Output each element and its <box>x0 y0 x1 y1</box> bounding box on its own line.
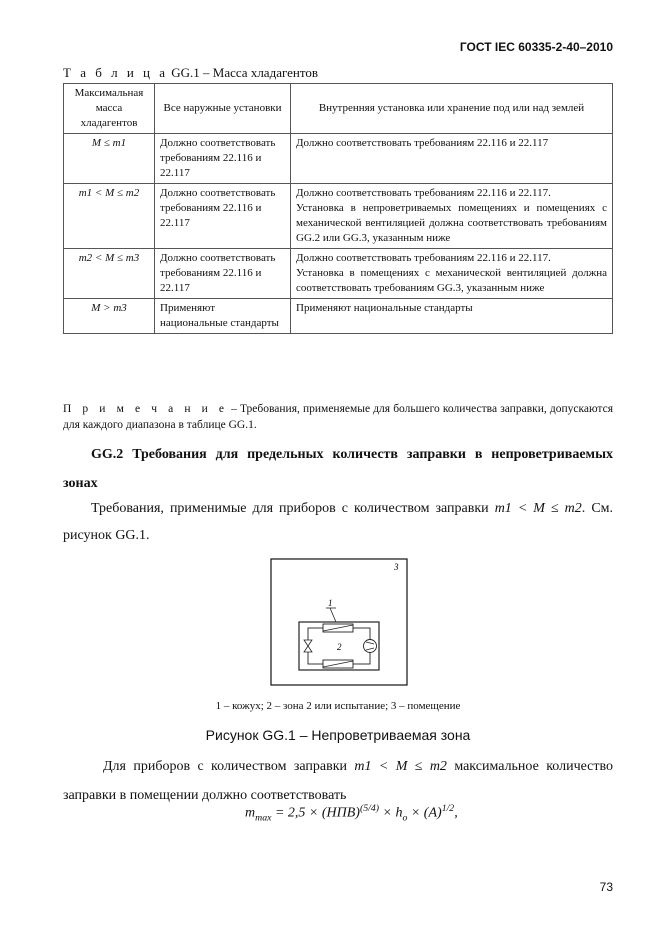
paragraph-2-suffix: максимальное количество заправки в помещении должно соответствовать <box>63 759 614 803</box>
table-row <box>64 299 613 334</box>
table-row <box>64 249 613 299</box>
table-row <box>64 184 613 249</box>
paragraph-1-ref: . См. рисунок GG.1. <box>63 501 614 543</box>
table-caption <box>63 65 318 81</box>
paragraph-1 <box>63 495 613 549</box>
range-cell: m2 < M ≤ m3 <box>64 249 155 299</box>
formula <box>245 803 458 823</box>
table-caption-prefix: Т а б л и ц а <box>63 65 168 80</box>
section-heading <box>63 440 613 498</box>
table-note <box>63 401 613 433</box>
range-cell: M ≤ m1 <box>64 134 155 184</box>
formula-eq: = 2,5 × (НПВ) <box>271 805 360 821</box>
figure-title: Рисунок GG.1 – Непроветриваемая зона <box>205 727 471 743</box>
section-title: Требования для предельных количеств заправки в непроветриваемых зонах <box>63 447 614 491</box>
section-number: GG.2 <box>91 447 124 462</box>
indoor-cell <box>291 299 613 334</box>
note-text: – Требования, применяемые для большего количества заправки, допускаются для каждого диапазона в таблице GG.1. <box>63 403 613 431</box>
refrigerant-mass-table <box>63 83 613 334</box>
figure-caption: 1 – кожух; 2 – зона 2 или испытание; 3 – помещение <box>215 700 461 712</box>
range-cell: M > m3 <box>64 299 155 334</box>
header-outdoor: Все наружные установки <box>155 84 291 134</box>
formula-exp1: (5/4) <box>359 803 379 814</box>
table-caption-text: GG.1 – Масса хладагентов <box>171 65 319 80</box>
indoor-line: Применяют национальные стандарты <box>296 302 473 314</box>
label-2: 2 <box>337 642 342 652</box>
formula-lhs-sub: max <box>255 812 272 824</box>
document-header: ГОСТ IEC 60335-2-40–2010 <box>459 40 613 54</box>
paragraph-2-range: m1 < M ≤ m2 <box>354 759 447 774</box>
formula-mid: × h <box>379 805 403 821</box>
label-3: 3 <box>394 562 399 572</box>
outdoor-cell: Должно соответствовать требованиям 22.116 и 22.117 <box>155 184 291 249</box>
indoor-cell <box>291 249 613 299</box>
figure-diagram <box>270 558 408 686</box>
header-indoor: Внутренняя установка или хранение под или над землей <box>291 84 613 134</box>
outdoor-cell: Должно соответствовать требованиям 22.116 и 22.117 <box>155 134 291 184</box>
page-number: 73 <box>599 880 613 894</box>
indoor-line: Должно соответствовать требованиям 22.116 и 22.117. <box>296 187 551 199</box>
table-row <box>64 134 613 184</box>
range-cell: m1 < M ≤ m2 <box>64 184 155 249</box>
table-header-row <box>64 84 613 134</box>
expansion-valve-top <box>304 640 312 646</box>
outdoor-cell: Должно соответствовать требованиям 22.116 и 22.117 <box>155 249 291 299</box>
indoor-line: Должно соответствовать требованиям 22.116 и 22.117. <box>296 252 551 264</box>
outdoor-cell: Применяют национальные стандарты <box>155 299 291 334</box>
paragraph-2-prefix: Для приборов с количеством заправки <box>103 759 348 774</box>
indoor-line: Установка в непроветриваемых помещениях и помещениях с механической вентиляцией должна соответствовать требованиям GG.2 или GG.3, указанным ниже <box>296 202 607 244</box>
label-1-leader <box>330 608 336 622</box>
indoor-line: Должно соответствовать требованиям 22.116 и 22.117 <box>296 137 549 149</box>
formula-lhs: m <box>245 805 256 821</box>
formula-tail: × (A) <box>407 805 442 821</box>
paragraph-1-text: Требования, применимые для приборов с количеством заправки <box>91 501 489 516</box>
note-label: П р и м е ч а н и е <box>63 403 228 415</box>
paragraph-1-range: m1 < M ≤ m2 <box>494 501 582 516</box>
header-max-mass: Максимальная масса хладагентов <box>64 84 155 134</box>
expansion-valve-bottom <box>304 646 312 652</box>
indoor-cell <box>291 134 613 184</box>
indoor-line: Установка в помещениях с механической вентиляцией должна соответствовать требованиям GG.3, указанным ниже <box>296 267 607 294</box>
formula-exp2: 1/2 <box>441 803 455 814</box>
compressor-icon <box>364 640 377 653</box>
formula-h-sub: o <box>402 812 408 824</box>
paragraph-2 <box>63 752 613 810</box>
indoor-cell <box>291 184 613 249</box>
formula-end: , <box>454 805 458 821</box>
label-1: 1 <box>328 598 333 608</box>
